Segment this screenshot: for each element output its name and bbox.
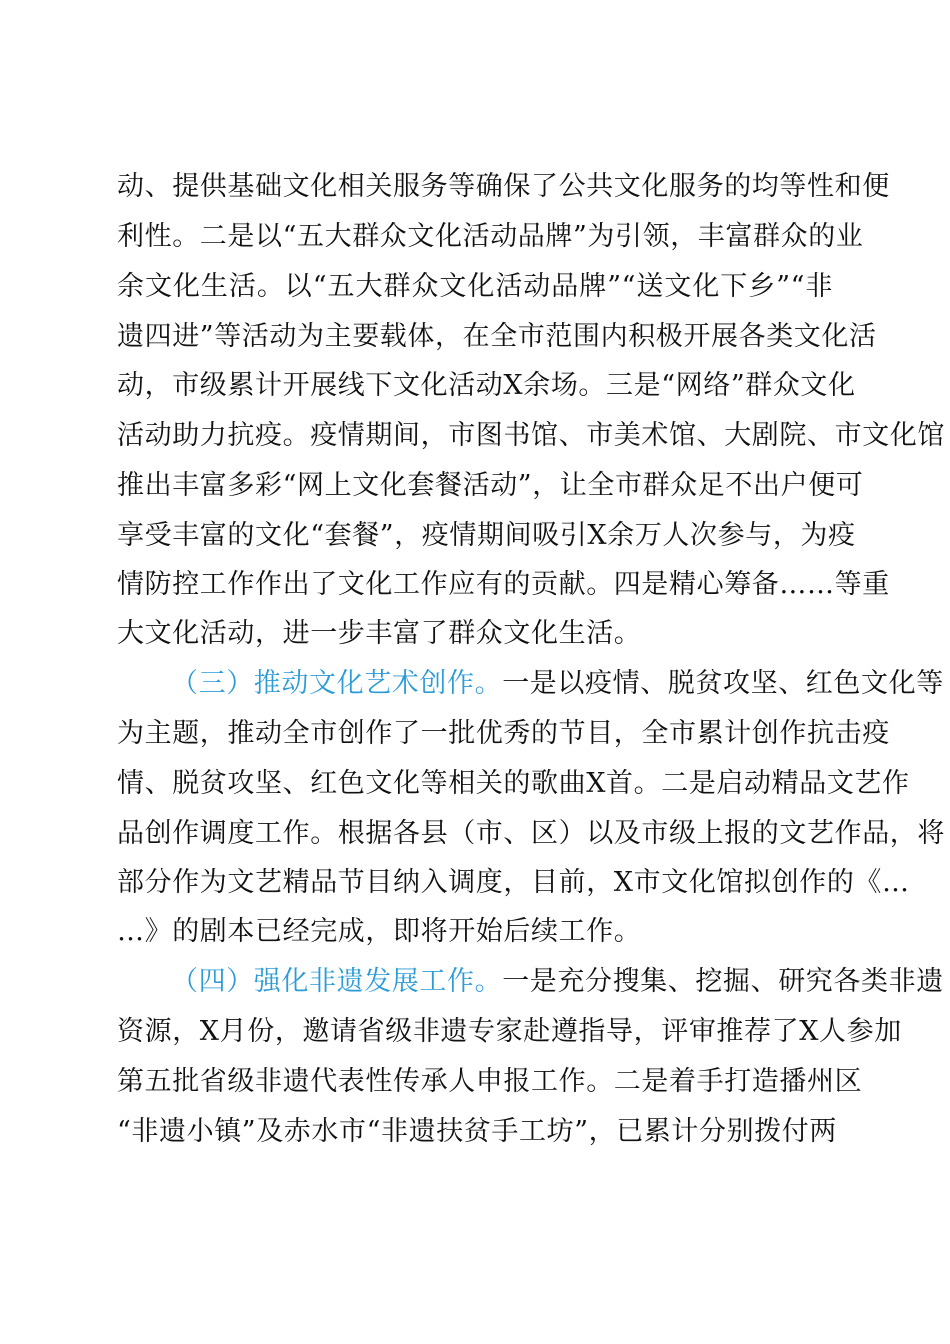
section-4-first-line: [171, 958, 944, 1006]
paragraph-line: 余文化生活。以“五大群众文化活动品牌”“送文化下乡”“非: [117, 271, 833, 302]
section-3-heading: （三）推动文化艺术创作。: [171, 668, 503, 699]
paragraph-line: 为主题，推动全市创作了一批优秀的节目，全市累计创作抗击疫: [117, 718, 890, 749]
paragraph-line: “非遗小镇”及赤水市“非遗扶贫手工坊”，已累计分别拨付两: [117, 1116, 838, 1147]
paragraph-line: 动，市级累计开展线下文化活动X余场。三是“网络”群众文化: [117, 370, 856, 401]
section-4-heading: （四）强化非遗发展工作。: [171, 966, 503, 997]
paragraph-line: 动、提供基础文化相关服务等确保了公共文化服务的均等性和便: [117, 171, 890, 202]
paragraph-line: 推出丰富多彩“网上文化套餐活动”，让全市群众足不出户便可: [117, 470, 864, 501]
section-3-first-line: [171, 660, 944, 708]
paragraph-line: 资源，X月份，邀请省级非遗专家赴遵指导，评审推荐了X人参加: [117, 1016, 902, 1047]
paragraph-line: 活动助力抗疫。疫情期间，市图书馆、市美术馆、大剧院、市文化馆: [117, 420, 945, 451]
paragraph-line: 情、脱贫攻坚、红色文化等相关的歌曲X首。二是启动精品文艺作: [117, 768, 910, 799]
paragraph-line: 遗四进”等活动为主要载体，在全市范围内积极开展各类文化活: [117, 321, 877, 352]
paragraph-line: 品创作调度工作。根据各县（市、区）以及市级上报的文艺作品，将: [117, 818, 945, 849]
paragraph-line: 利性。二是以“五大群众文化活动品牌”为引领，丰富群众的业: [117, 221, 864, 252]
paragraph-line: 部分作为文艺精品节目纳入调度，目前，X市文化馆拟创作的《…: [117, 867, 910, 898]
paragraph-line: 大文化活动，进一步丰富了群众文化生活。: [117, 618, 642, 649]
paragraph-line: 第五批省级非遗代表性传承人申报工作。二是着手打造播州区: [117, 1066, 863, 1097]
section-4-intro-text: 一是充分搜集、挖掘、研究各类非遗: [502, 966, 944, 997]
paragraph-line: 情防控工作作出了文化工作应有的贡献。四是精心筹备……等重: [117, 569, 890, 600]
paragraph-line: …》的剧本已经完成，即将开始后续工作。: [117, 916, 642, 947]
paragraph-line: 享受丰富的文化“套餐”，疫情期间吸引X余万人次参与，为疫: [117, 520, 856, 551]
section-3-intro-text: 一是以疫情、脱贫攻坚、红色文化等: [502, 668, 944, 699]
